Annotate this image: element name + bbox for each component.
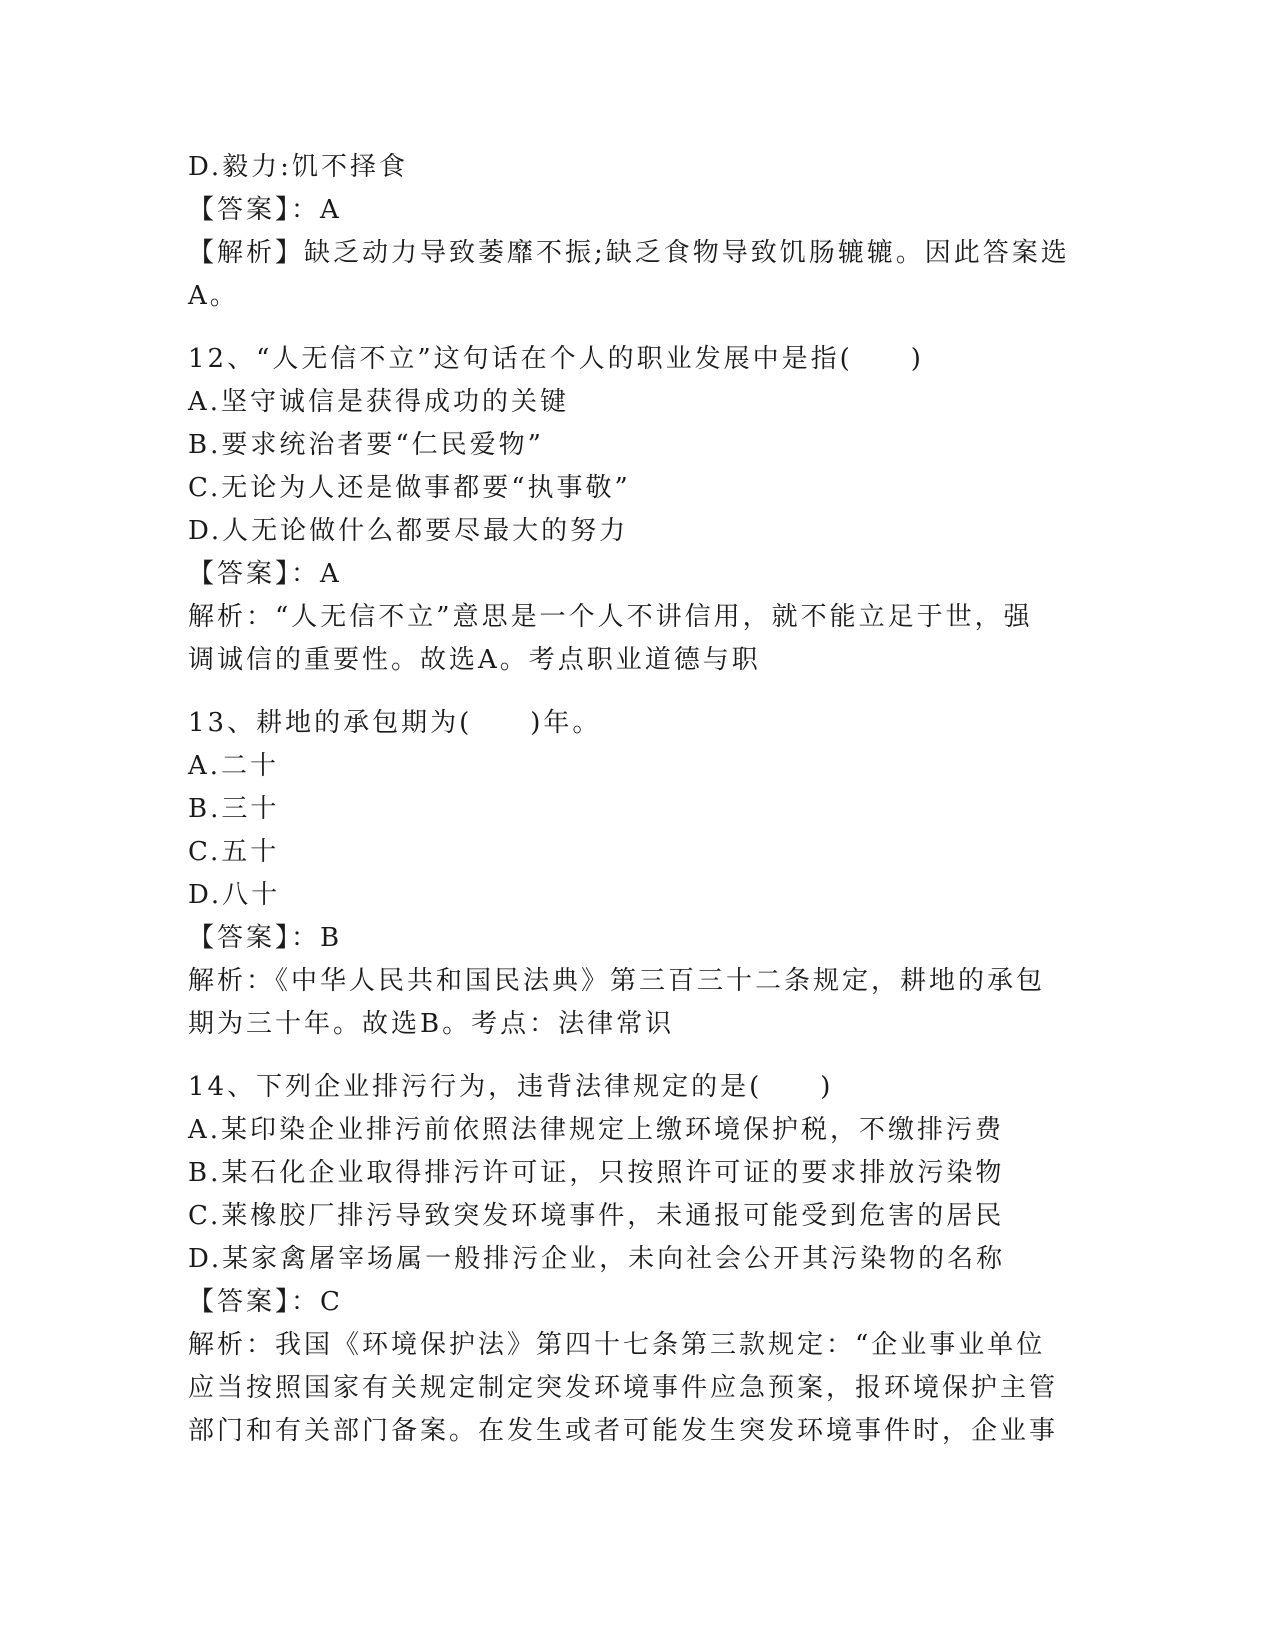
- option-c: C.无论为人还是做事都要“执事敬”: [188, 473, 631, 503]
- option-b: B.三十: [188, 794, 280, 824]
- question-12: [188, 338, 1088, 682]
- option-d: D.人无论做什么都要尽最大的努力: [188, 516, 629, 546]
- analysis-line: 解析：我国《环境保护法》第四十七条第三款规定：“企业事业单位: [188, 1330, 1046, 1360]
- option-d: D.八十: [188, 880, 281, 910]
- document-content: [188, 146, 1088, 1453]
- analysis-line: 调诚信的重要性。故选A。考点职业道德与职: [188, 645, 761, 675]
- answer-line: 【答案】：A: [188, 195, 342, 225]
- analysis-line: 解析：“人无信不立”意思是一个人不讲信用，就不能立足于世，强: [188, 602, 1033, 632]
- option-a: A.某印染企业排污前依照法律规定上缴环境保护税，不缴排污费: [188, 1115, 1005, 1145]
- question-text: 12、“人无信不立”这句话在个人的职业发展中是指( ): [188, 344, 924, 374]
- option-b: B.某石化企业取得排污许可证，只按照许可证的要求排放污染物: [188, 1158, 1005, 1188]
- question-11-tail: [188, 146, 1088, 318]
- question-14: [188, 1066, 1088, 1453]
- question-13: [188, 702, 1088, 1046]
- option-b: B.要求统治者要“仁民爱物”: [188, 430, 544, 460]
- option-d: D.毅力:饥不择食: [188, 152, 408, 182]
- answer-line: 【答案】：B: [188, 923, 343, 953]
- analysis-line: 解析：《中华人民共和国民法典》第三百三十二条规定，耕地的承包: [188, 966, 1046, 996]
- option-c: C.五十: [188, 837, 280, 867]
- option-d: D.某家禽屠宰场属一般排污企业，未向社会公开其污染物的名称: [188, 1244, 1006, 1274]
- analysis-line: 部门和有关部门备案。在发生或者可能发生突发环境事件时，企业事: [188, 1416, 1059, 1446]
- analysis-line: 应当按照国家有关规定制定突发环境事件应急预案，报环境保护主管: [188, 1373, 1059, 1403]
- option-c: C.莱橡胶厂排污导致突发环境事件，未通报可能受到危害的居民: [188, 1201, 1005, 1231]
- analysis-line: 期为三十年。故选B。考点：法律常识: [188, 1009, 675, 1039]
- answer-line: 【答案】：C: [188, 1287, 343, 1317]
- option-a: A.坚守诚信是获得成功的关键: [188, 387, 570, 417]
- answer-line: 【答案】：A: [188, 559, 342, 589]
- question-text: 14、下列企业排污行为，违背法律规定的是( ): [188, 1072, 834, 1102]
- analysis-line: A。: [188, 281, 239, 311]
- analysis-line: 【解析】缺乏动力导致萎靡不振;缺乏食物导致饥肠辘辘。因此答案选: [188, 238, 1070, 268]
- option-a: A.二十: [188, 751, 280, 781]
- question-text: 13、耕地的承包期为( )年。: [188, 708, 602, 738]
